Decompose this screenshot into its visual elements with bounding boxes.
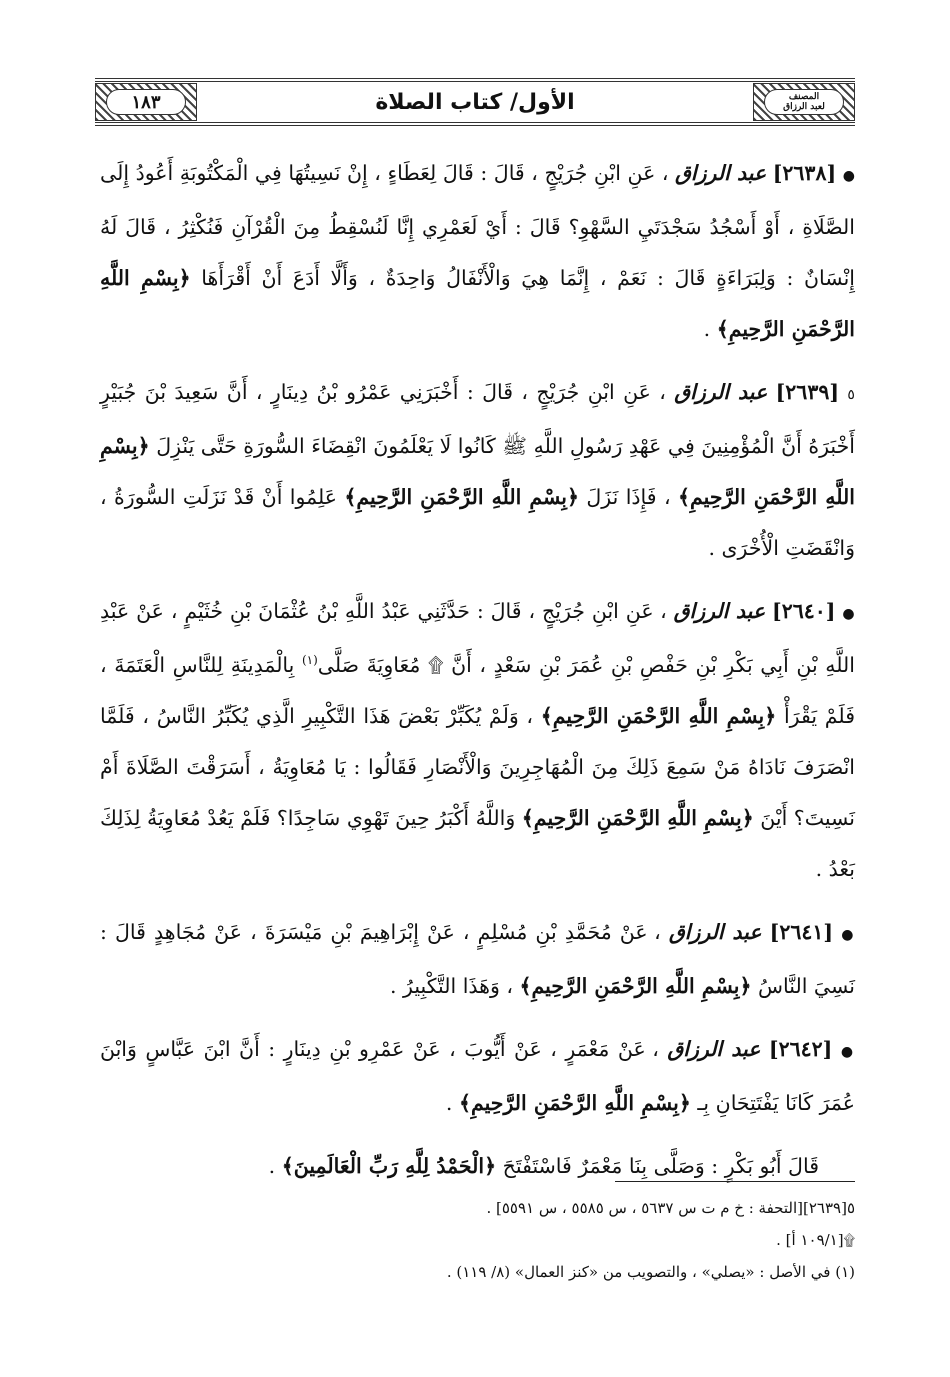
- page-header: [95, 78, 855, 126]
- entry-marker: ●: [842, 606, 855, 622]
- footnote-folio: ۩[١٠٩/١ أ] .: [776, 1231, 855, 1249]
- entry-marker: ٥: [847, 387, 855, 403]
- author-name: عبد الرزاق: [675, 161, 767, 185]
- author-name: عبد الرزاق: [668, 920, 762, 944]
- hadith-number: [٢٦٤٠]: [772, 599, 836, 623]
- author-name: عبد الرزاق: [674, 380, 768, 404]
- closing-text: قَالَ أَبُو بَكْرٍ : وَصَلَّى بِنَا مَعْمَرٌ فَاسْتَفْتَحَ: [502, 1154, 819, 1178]
- main-text: [100, 148, 855, 1204]
- hadith-text: ، عَنِ ابْنِ جُرَيْجٍ ، قَالَ : قَالَ لِعَطَاءٍ ، إِنْ نَسِيتُهَا فِي الْمَكْتُوبَةِ أَعُودُ إِلَى الصَّلَاةِ ، أَوْ أَسْجُدُ سَجْدَتَيِ السَّهْوِ؟ قَالَ : أَيْ لَعَمْرِي إِنَّا لَنُسْقِطُ مِنَ الْقُرْآنِ فَنُكْثِرُ ، قَالَ لَهُ إِنْسَانٌ : وَلِبَرَاءَةٍ قَالَ : نَعَمْ ، إِنَّمَا هِيَ وَالْأَنْفَالُ وَاحِدَةٌ ، وَأَلَّا أَدَعَ أَنْ أَقْرَأَهَا: [100, 161, 855, 290]
- basmala-quote: ﴿بِسْمِ اللَّهِ الرَّحْمَنِ الرَّحِيمِ﴾: [344, 485, 579, 509]
- basmala-quote: ﴿بِسْمِ اللَّهِ الرَّحْمَنِ الرَّحِيمِ﴾: [100, 434, 855, 509]
- book-logo: [753, 83, 855, 121]
- hadith-2638: ● [٢٦٣٨] عبد الرزاق ، عَنِ ابْنِ جُرَيْجٍ ، قَالَ : قَالَ لِعَطَاءٍ ، إِنْ نَسِيتُهَا فِي الْمَكْتُوبَةِ أَعُودُ إِلَى الصَّلَاةِ ، أَوْ أَسْجُدُ سَجْدَتَيِ السَّهْوِ؟ قَالَ : أَيْ لَعَمْرِي إِنَّا لَنُسْقِطُ مِنَ الْقُرْآنِ فَنُكْثِرُ ، قَالَ لَهُ إِنْسَانٌ : وَلِبَرَاءَةٍ قَالَ : نَعَمْ ، إِنَّمَا هِيَ وَالْأَنْفَالُ وَاحِدَةٌ ، وَأَلَّا أَدَعَ أَنْ أَقْرَأَهَا ﴿بِسْمِ اللَّهِ الرَّحْمَنِ الرَّحِيمِ﴾ .: [100, 161, 855, 341]
- hadith-2641: ● [٢٦٤١] عبد الرزاق ، عَنْ مُحَمَّدِ بْنِ مُسْلِمٍ ، عَنْ إِبْرَاهِيمَ بْنِ مَيْسَرَةَ ، عَنْ مُجَاهِدٍ قَالَ : نَسِيَ النَّاسُ ﴿بِسْمِ اللَّهِ الرَّحْمَنِ الرَّحِيمِ﴾ ، وَهَذَا التَّكْبِيرُ .: [100, 920, 855, 998]
- hadith-text: ، عَنِ ابْنِ جُرَيْجٍ ، قَالَ : حَدَّثَنِي عَبْدُ اللَّهِ بْنُ عُثْمَانَ بْنِ خُثَيْمٍ ، عَنْ عَبْدِ اللَّهِ بْنِ أَبِي بَكْرِ بْنِ حَفْصِ بْنِ عُمَرَ بْنِ سَعْدٍ ، أَنَّ ۩ مُعَاوِيَةَ صَلَّى: [100, 599, 855, 677]
- entry-marker: ●: [841, 927, 855, 943]
- hadith-number: [٢٦٣٩]: [775, 380, 840, 404]
- basmala-quote: ﴿بِسْمِ اللَّهِ الرَّحْمَنِ الرَّحِيمِ﴾: [519, 974, 752, 998]
- hadith-text: ، عَنْ مَعْمَرٍ ، عَنْ أَيُّوبَ ، عَنْ عَمْرِو بْنِ دِينَارٍ : أَنَّ ابْنَ عَبَّاسٍ وَابْنَ عُمَرَ كَانَا يَفْتَتِحَانِ بِـ: [100, 1037, 855, 1115]
- footnote-1: (١) في الأصل : «يصلي» ، والتصويب من «كنز العمال» (٨/ ١١٩) .: [446, 1263, 855, 1281]
- logo-line1: المصنف: [788, 92, 820, 102]
- author-name: عبد الرزاق: [667, 1037, 761, 1061]
- basmala-quote: ﴿بِسْمِ اللَّهِ الرَّحْمَنِ الرَّحِيمِ﴾: [458, 1091, 691, 1115]
- hadith-number: [٢٦٤٢]: [768, 1037, 833, 1061]
- page-number: ١٨٣: [106, 89, 186, 115]
- hadith-2642: ● [٢٦٤٢] عبد الرزاق ، عَنْ مَعْمَرٍ ، عَنْ أَيُّوبَ ، عَنْ عَمْرِو بْنِ دِينَارٍ : أَنَّ ابْنَ عَبَّاسٍ وَابْنَ عُمَرَ كَانَا يَفْتَتِحَانِ بِـ ﴿بِسْمِ اللَّهِ الرَّحْمَنِ الرَّحِيمِ﴾ .: [100, 1037, 855, 1115]
- logo-line2: لعبد الرزاق: [783, 102, 825, 112]
- footnote-takhrij: ٥[٢٦٣٩][التحفة : خ م ت س ٥٦٣٧ ، س ٥٥٨٥ ، س ٥٥٩١] .: [486, 1199, 855, 1217]
- hadith-number: [٢٦٤١]: [769, 920, 834, 944]
- footnote-ref[interactable]: (١): [301, 653, 318, 668]
- hadith-text: ، عَنِ ابْنِ جُرَيْجٍ ، قَالَ : أَخْبَرَنِي عَمْرُو بْنُ دِينَارٍ ، أَنَّ سَعِيدَ بْنَ جُبَيْرٍ أَخْبَرَهُ أَنَّ الْمُؤْمِنِينَ فِي عَهْدِ رَسُولِ اللَّهِ ﷺ كَانُوا لَا يَعْلَمُونَ انْقِضَاءَ السُّورَةِ حَتَّى يَنْزِلَ: [100, 380, 855, 458]
- hadith-text: ، عَنْ مُحَمَّدِ بْنِ مُسْلِمٍ ، عَنْ إِبْرَاهِيمَ بْنِ مَيْسَرَةَ ، عَنْ مُجَاهِدٍ قَالَ : نَسِيَ النَّاسُ: [100, 920, 855, 998]
- footnotes: [200, 1192, 855, 1288]
- closing-remark: قَالَ أَبُو بَكْرٍ : وَصَلَّى بِنَا مَعْمَرٌ فَاسْتَفْتَحَ ﴿الْحَمْدُ لِلَّهِ رَبِّ الْعَالَمِينَ﴾ .: [268, 1154, 819, 1178]
- entry-marker: ●: [840, 1044, 855, 1060]
- entry-marker: ●: [842, 168, 855, 184]
- fatiha-quote: ﴿الْحَمْدُ لِلَّهِ رَبِّ الْعَالَمِينَ﴾: [281, 1154, 497, 1178]
- hadith-2640: ● [٢٦٤٠] عبد الرزاق ، عَنِ ابْنِ جُرَيْجٍ ، قَالَ : حَدَّثَنِي عَبْدُ اللَّهِ بْنُ عُثْمَانَ بْنِ خُثَيْمٍ ، عَنْ عَبْدِ اللَّهِ بْنِ أَبِي بَكْرِ بْنِ حَفْصِ بْنِ عُمَرَ بْنِ سَعْدٍ ، أَنَّ ۩ مُعَاوِيَةَ صَلَّى$^{(١)}$ بِالْمَدِينَةِ لِلنَّاسِ الْعَتَمَةَ ، فَلَمْ يَقْرَأْ ﴿بِسْمِ اللَّهِ الرَّحْمَنِ الرَّحِيمِ﴾ ، وَلَمْ يُكَبِّرْ بَعْضَ هَذَا التَّكْبِيرِ الَّذِي يُكَبِّرُ النَّاسُ ، فَلَمَّا انْصَرَفَ نَادَاهُ مَنْ سَمِعَ ذَلِكَ مِنَ الْمُهَاجِرِينَ وَالْأَنْصَارِ فَقَالُوا : يَا مُعَاوِيَةُ ، أَسَرَقْتَ الصَّلَاةَ أَمْ نَسِيتَ؟ أَيْنَ ﴿بِسْمِ اللَّهِ الرَّحْمَنِ الرَّحِيمِ﴾ وَاللَّهُ أَكْبَرُ حِينَ تَهْوِي سَاجِدًا؟ فَلَمْ يَعُدْ مُعَاوِيَةُ لِذَلِكَ بَعْدُ .: [100, 599, 855, 881]
- hadith-number: [٢٦٣٨]: [772, 161, 837, 185]
- basmala-quote: ﴿بِسْمِ اللَّهِ الرَّحْمَنِ الرَّحِيمِ﴾: [540, 704, 777, 728]
- page-number-ornament: [95, 83, 197, 121]
- footnote-divider: [615, 1181, 855, 1182]
- basmala-quote: ﴿بِسْمِ اللَّهِ الرَّحْمَنِ الرَّحِيمِ﴾: [521, 806, 754, 830]
- author-name: عبد الرزاق: [673, 599, 766, 623]
- basmala-quote: ﴿بِسْمِ اللَّهِ الرَّحْمَنِ الرَّحِيمِ﴾: [100, 266, 855, 341]
- hadith-2639: ٥ [٢٦٣٩] عبد الرزاق ، عَنِ ابْنِ جُرَيْجٍ ، قَالَ : أَخْبَرَنِي عَمْرُو بْنُ دِينَارٍ ، أَنَّ سَعِيدَ بْنَ جُبَيْرٍ أَخْبَرَهُ أَنَّ الْمُؤْمِنِينَ فِي عَهْدِ رَسُولِ اللَّهِ ﷺ كَانُوا لَا يَعْلَمُونَ انْقِضَاءَ السُّورَةِ حَتَّى يَنْزِلَ ﴿بِسْمِ اللَّهِ الرَّحْمَنِ الرَّحِيمِ﴾ ، فَإِذَا نَزَلَ ﴿بِسْمِ اللَّهِ الرَّحْمَنِ الرَّحِيمِ﴾ عَلِمُوا أَنْ قَدْ نَزَلَتِ السُّورَةُ ، وَانْقَضَتِ الْأُخْرَى .: [100, 380, 855, 560]
- running-title: الأول/ كتاب الصلاة: [375, 89, 575, 115]
